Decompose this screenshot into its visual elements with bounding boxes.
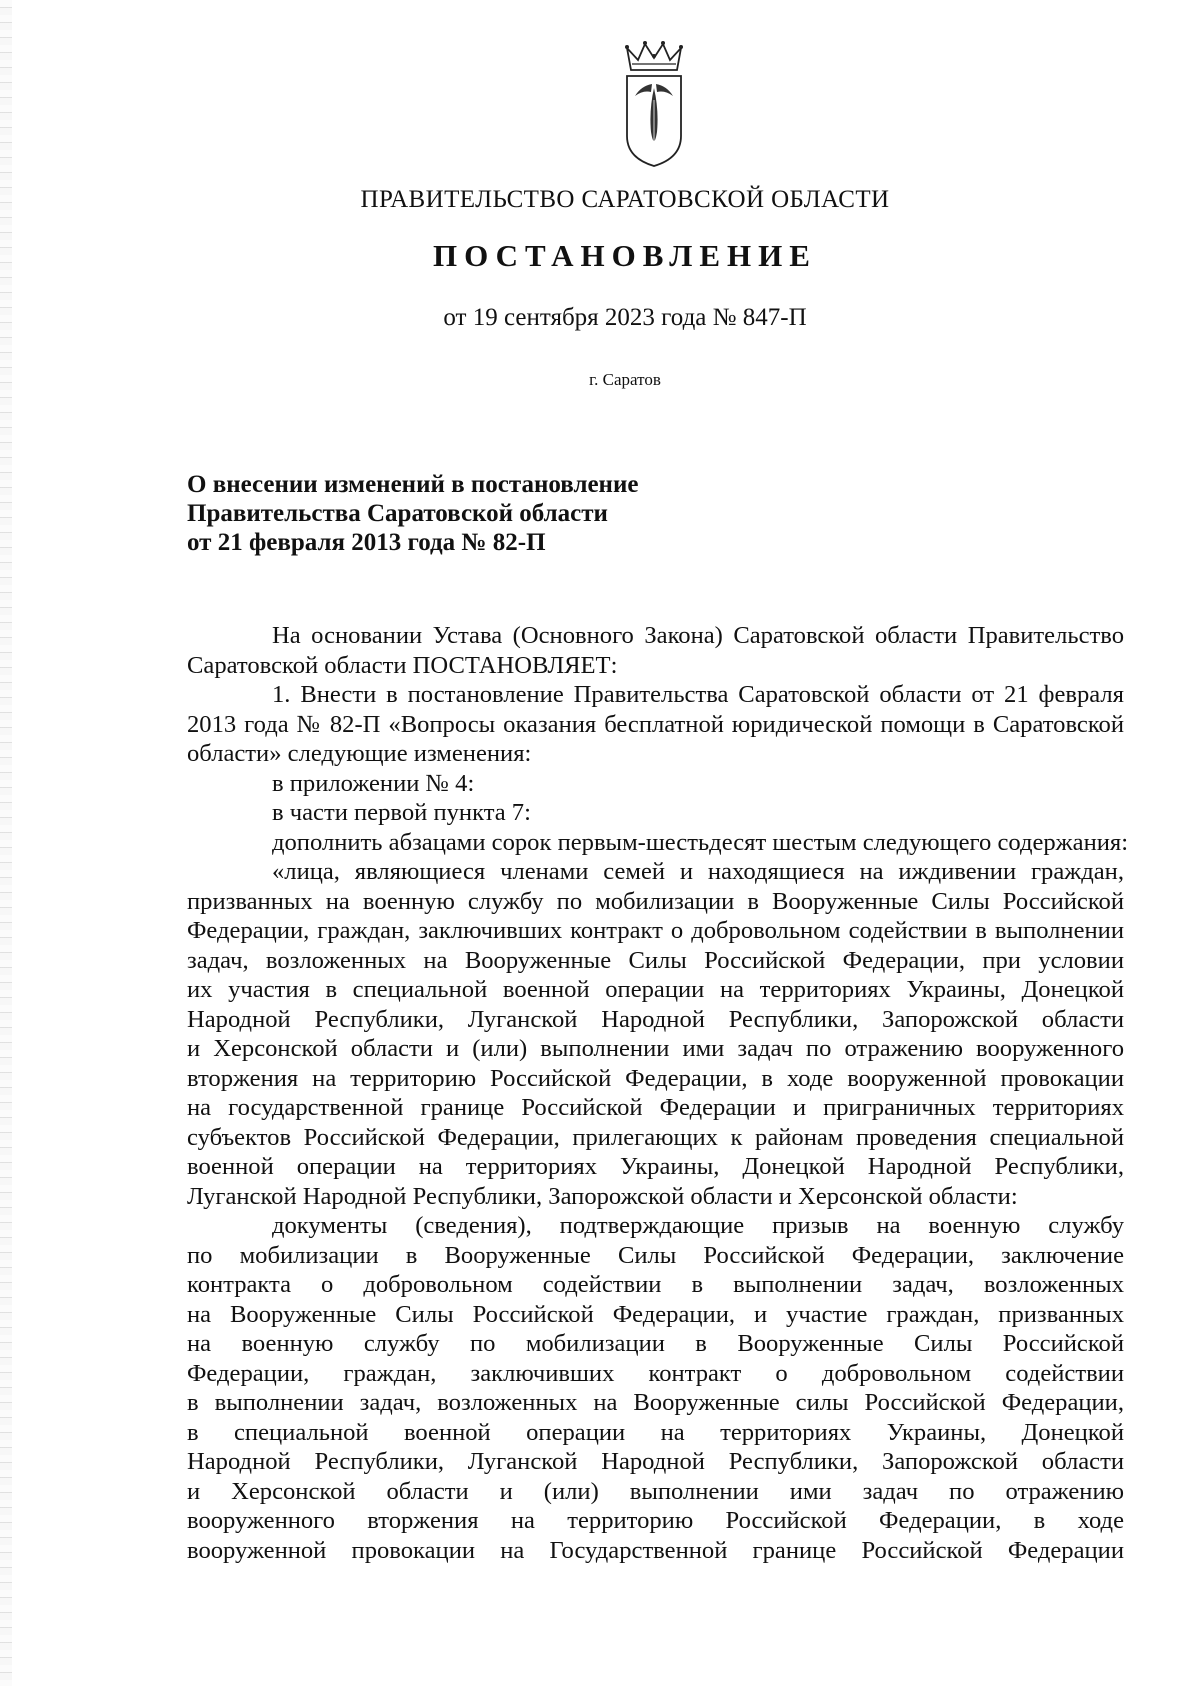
document-type: ПОСТАНОВЛЕНИЕ xyxy=(433,238,817,273)
body-line: Народной Республики, Луганской Народной Республики, Запорожской области xyxy=(187,1448,1124,1475)
body-line: вторжения на территорию Российской Федерации, в ходе вооруженной провокации xyxy=(187,1064,1124,1092)
document-city: г. Саратов xyxy=(589,370,661,389)
document-body xyxy=(187,621,1129,1565)
body-line: и Херсонской области и (или) выполнении ими задач по отражению xyxy=(187,1477,1124,1505)
body-line: и Херсонской области и (или) выполнении ими задач по отражению вооруженного xyxy=(187,1035,1124,1062)
subject-line: от 21 февраля 2013 года № 82-П xyxy=(187,529,546,556)
body-line: призванных на военную службу по мобилизации в Вооруженные Силы Российской xyxy=(187,887,1124,915)
body-line: Саратовской области ПОСТАНОВЛЯЕТ: xyxy=(187,651,618,679)
body-line: военной операции на территориях Украины, Донецкой Народной Республики, xyxy=(187,1153,1124,1180)
body-line: на военную службу по мобилизации в Вооруженные Силы Российской xyxy=(187,1330,1124,1357)
document-subject xyxy=(187,470,887,557)
subject-line: Правительства Саратовской области xyxy=(187,500,608,527)
body-line: Федерации, граждан, заключивших контракт о добровольном содействии в выполнении xyxy=(187,917,1124,944)
body-line: «лица, являющиеся членами семей и находящиеся на иждивении граждан, xyxy=(272,858,1124,885)
body-line: вооруженного вторжения на территорию Российской Федерации, в ходе xyxy=(187,1507,1124,1534)
subject-line: О внесении изменений в постановление xyxy=(187,471,639,498)
body-line: 1. Внести в постановление Правительства Саратовской области от 21 февраля xyxy=(272,681,1124,708)
body-line: на Вооруженные Силы Российской Федерации, и участие граждан, призванных xyxy=(187,1300,1124,1328)
body-line: Луганской Народной Республики, Запорожской области и Херсонской области: xyxy=(187,1182,1018,1210)
coat-of-arms-icon xyxy=(621,40,687,168)
body-line: по мобилизации в Вооруженные Силы Российской Федерации, заключение xyxy=(187,1241,1124,1269)
body-line: в приложении № 4: xyxy=(272,769,475,797)
body-line: 2013 года № 82-П «Вопросы оказания бесплатной юридической помощи в Саратовской xyxy=(187,710,1124,738)
body-line: Федерации, граждан, заключивших контракт о добровольном содействии xyxy=(187,1359,1124,1387)
body-line: в специальной военной операции на территориях Украины, Донецкой xyxy=(187,1418,1124,1446)
body-line: дополнить абзацами сорок первым-шестьдесят шестым следующего содержания: xyxy=(272,828,1129,856)
body-line: субъектов Российской Федерации, прилегающих к районам проведения специальной xyxy=(187,1123,1124,1151)
body-line: На основании Устава (Основного Закона) Саратовской области Правительство xyxy=(272,622,1124,649)
body-line: в выполнении задач, возложенных на Вооруженные силы Российской Федерации, xyxy=(187,1389,1124,1416)
body-line: контракта о добровольном содействии в выполнении задач, возложенных xyxy=(187,1271,1124,1298)
document-date-number: от 19 сентября 2023 года № 847-П xyxy=(443,304,807,331)
body-line: задач, возложенных на Вооруженные Силы Российской Федерации, при условии xyxy=(187,946,1124,974)
body-line: Народной Республики, Луганской Народной Республики, Запорожской области xyxy=(187,1005,1124,1033)
body-line: документы (сведения), подтверждающие призыв на военную службу xyxy=(272,1212,1124,1239)
organization-name: ПРАВИТЕЛЬСТВО САРАТОВСКОЙ ОБЛАСТИ xyxy=(360,186,890,213)
body-line: на государственной границе Российской Федерации и приграничных территориях xyxy=(187,1094,1124,1121)
body-line: вооруженной провокации на Государственной границе Российской Федерации xyxy=(187,1536,1124,1564)
body-line: области» следующие изменения: xyxy=(187,740,532,767)
body-line: их участия в специальной военной операции на территориях Украины, Донецкой xyxy=(187,976,1124,1003)
body-line: в части первой пункта 7: xyxy=(272,799,531,826)
